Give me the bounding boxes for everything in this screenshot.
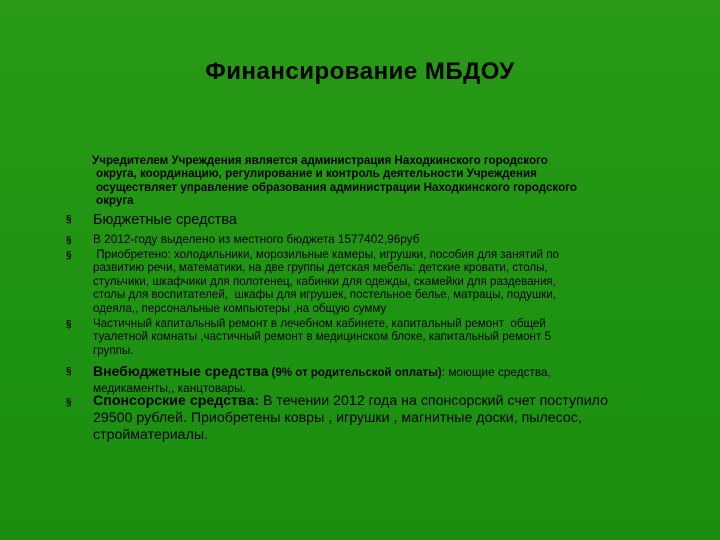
acquired-line: столы для воспитателей, шкафы для игрушек, постельное белье, матрацы, подушки, <box>93 288 557 302</box>
extra-budget-heading: Внебюджетные средства <box>93 363 269 379</box>
extra-budget-text <box>93 363 673 395</box>
intro-paragraph <box>92 154 692 208</box>
bullet-icon: § <box>66 214 72 225</box>
acquired-line: развитию речи, математики, на две группы детская мебель: детские кровати, столы, <box>93 261 548 275</box>
intro-line: округа <box>96 194 134 208</box>
repair-line: туалетной комнаты ,частичный ремонт в медицинском блоке, капитальный ремонт 5 <box>93 330 551 344</box>
bullet-icon: § <box>66 397 72 408</box>
sponsor-line3: стройматериалы. <box>93 426 208 443</box>
budget-heading: Бюджетные средства <box>93 212 237 228</box>
budget-2012-text: В 2012-году выделено из местного бюджета 1577402,96руб <box>93 232 420 246</box>
acquired-line: Приобретено: холодильники, морозильные камеры, игрушки, пособия для занятий по <box>93 248 559 261</box>
extra-budget-items: : моющие средства, <box>441 365 551 379</box>
bullet-icon: § <box>66 250 72 261</box>
sponsor-line2: 29500 рублей. Приобретены ковры , игрушки , магнитные доски, пылесос, <box>93 409 582 426</box>
bullet-icon: § <box>66 319 72 330</box>
sponsor-text <box>93 393 673 443</box>
sponsor-text-1: В течении 2012 года на спонсорский счет поступило <box>259 393 608 409</box>
bullet-icon: § <box>66 235 72 246</box>
extra-budget-line2: медикаменты,, канцтовары. <box>93 381 246 395</box>
bullet-icon: § <box>66 366 72 377</box>
repair-line: группы. <box>93 343 134 357</box>
acquired-line: стульчики, шкафчики для полотенец, кабинки для одежды, скамейки для раздевания, <box>93 274 556 288</box>
intro-line: округа, координацию, регулирование и контроль деятельности Учреждения <box>96 167 537 181</box>
repair-text <box>93 317 673 357</box>
intro-line: Учредителем Учреждения является администрация Находкинского городского <box>92 154 548 167</box>
extra-budget-percent: (9% от родительской оплаты) <box>268 367 442 379</box>
slide-title: Финансирование МБДОУ <box>205 58 515 85</box>
intro-line: осуществляет управление образования администрации Находкинского городского <box>96 180 577 194</box>
acquired-line: одеяла,, персональные компьютеры ,на общую сумму <box>93 301 387 315</box>
acquired-text <box>93 248 673 315</box>
repair-line: Частичный капитальный ремонт в лечебном кабинете, капитальный ремонт общей <box>93 317 546 330</box>
sponsor-heading: Спонсорские средства: <box>93 393 260 409</box>
